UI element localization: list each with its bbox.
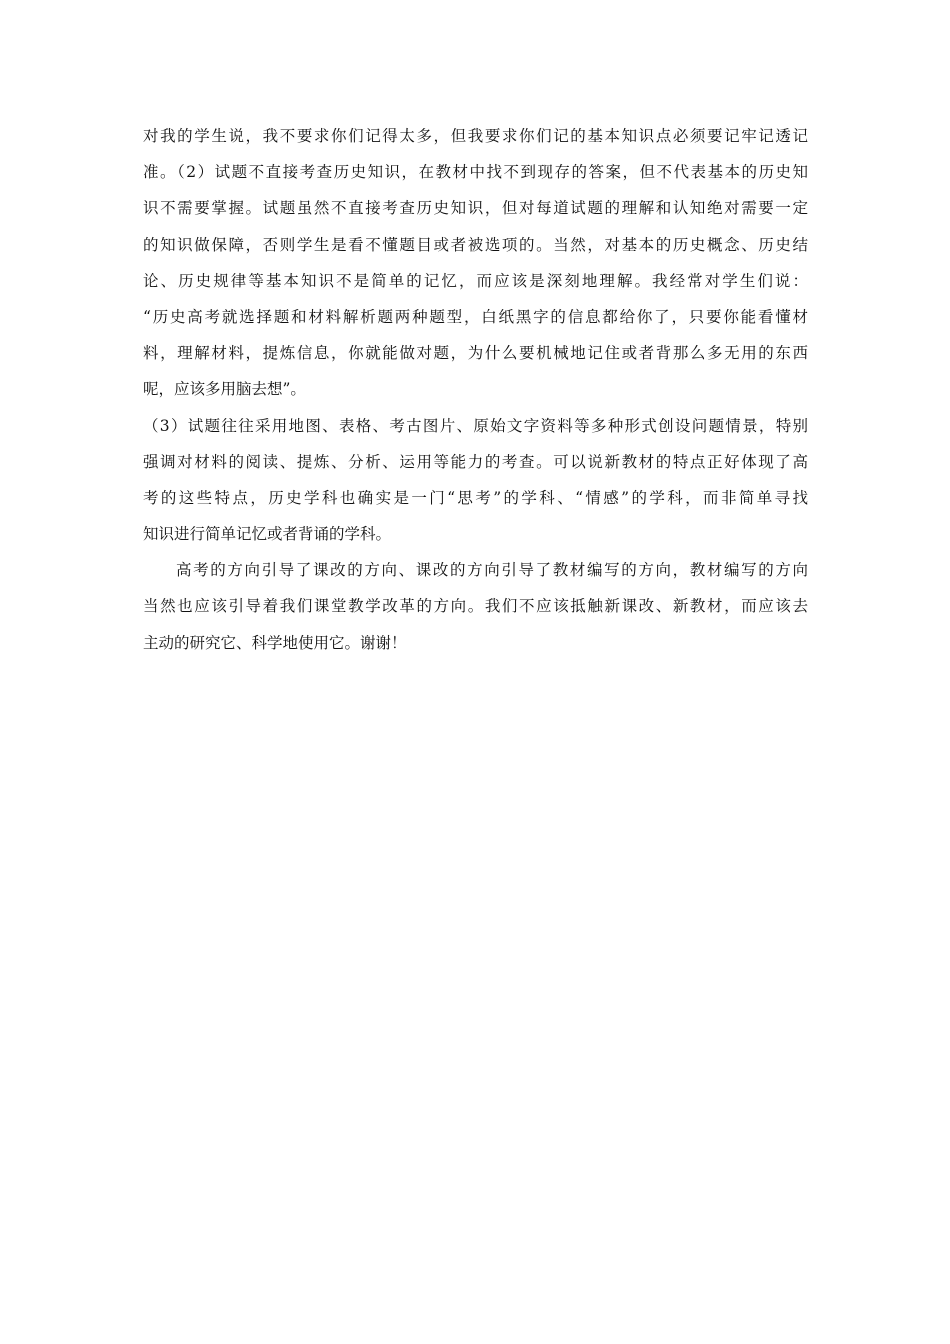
text-line: 对我的学生说，我不要求你们记得太多，但我要求你们记的基本知识点必须要记牢记透记 [143, 127, 808, 145]
text-line: 高考的方向引导了课改的方向、课改的方向引导了教材编写的方向，教材编写的方向 [176, 561, 808, 580]
text-line: （3）试题往往采用地图、表格、考古图片、原始文字资料等多种形式创设问题情景，特别 [143, 416, 808, 435]
text-line: 识不需要掌握。试题虽然不直接考查历史知识，但对每道试题的理解和认知绝对需要一定 [143, 199, 808, 218]
text-line: 考的这些特点，历史学科也确实是一门“思考”的学科、“情感”的学科，而非简单寻找 [143, 488, 808, 507]
paragraph-2 [143, 408, 808, 553]
text-line: 知识进行简单记忆或者背诵的学科。 [143, 525, 392, 544]
text-line: 论、历史规律等基本知识不是简单的记忆，而应该是深刻地理解。我经常对学生们说： [143, 271, 808, 290]
text-line: “历史高考就选择题和材料解析题两种题型，白纸黑字的信息都给你了，只要你能看懂材 [143, 307, 808, 326]
document-body [143, 118, 808, 661]
text-line: 呢，应该多用脑去想”。 [143, 380, 306, 399]
text-line: 当然也应该引导着我们课堂教学改革的方向。我们不应该抵触新课改、新教材，而应该去 [143, 597, 808, 616]
text-line: 强调对材料的阅读、提炼、分析、运用等能力的考查。可以说新教材的特点正好体现了高 [143, 452, 808, 471]
text-line: 的知识做保障，否则学生是看不懂题目或者被选项的。当然，对基本的历史概念、历史结 [143, 235, 808, 254]
text-line: 料，理解材料，提炼信息，你就能做对题，为什么要机械地记住或者背那么多无用的东西 [143, 344, 808, 363]
paragraph-3 [143, 552, 808, 661]
text-line: 主动的研究它、科学地使用它。谢谢！ [143, 633, 407, 652]
text-line: 准。（2）试题不直接考查历史知识，在教材中找不到现存的答案，但不代表基本的历史知 [143, 163, 808, 182]
paragraph-1 [143, 118, 808, 408]
